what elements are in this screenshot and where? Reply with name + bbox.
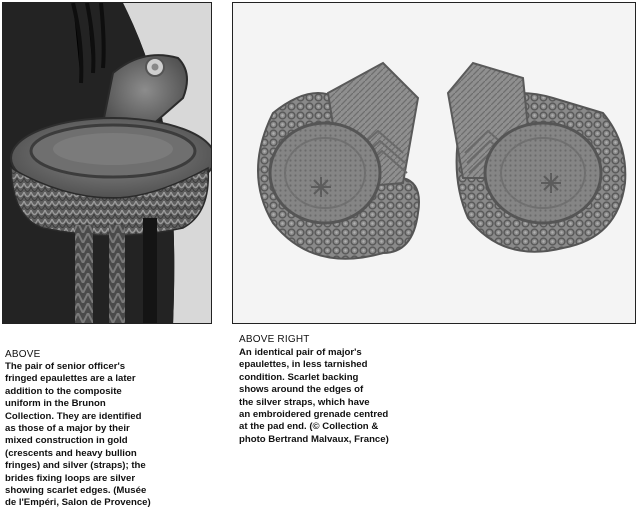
photo-pair-of-epaulettes <box>232 2 636 324</box>
caption-left-heading: ABOVE <box>5 349 41 360</box>
epaulette-on-uniform-image <box>3 3 212 324</box>
caption-left-body: The pair of senior officer's fringed epaulettes are a later addition to the composite uniform in the Brunon Collection. They are identified as those of a major by their mixed construction in gold (crescents and heavy bullion fringes) and silver (straps); the brides fixing loops are silver showing scarlet edges. (Musée de l'Empéri, Salon de Provence) <box>5 361 151 509</box>
caption-right-body: An identical pair of major's epaulettes, in less tarnished condition. Scarlet backing shows around the edges of the silver straps, which have an embroidered grenade centred at the pad end. (© Collection & photo Bertrand Malvaux, France) <box>239 347 389 445</box>
caption-right-heading: ABOVE RIGHT <box>239 334 310 345</box>
pair-of-epaulettes-image <box>233 3 636 324</box>
photo-epaulette-on-uniform <box>2 2 212 324</box>
